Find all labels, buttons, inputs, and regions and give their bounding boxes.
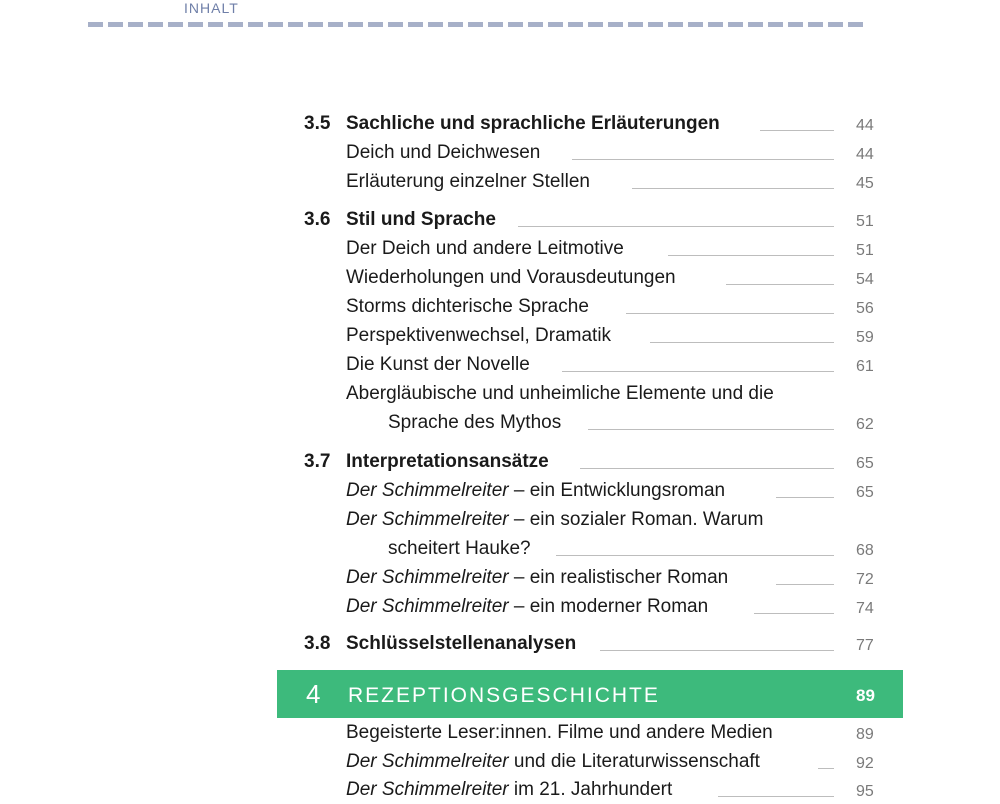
entry-title: Abergläubische und unheimliche Elemente und die bbox=[346, 383, 774, 404]
section-header-label: INHALT bbox=[184, 0, 239, 16]
entry-title-continued: Sprache des Mythos bbox=[388, 412, 562, 433]
entry-subtitle: – ein Entwicklungsroman bbox=[508, 480, 726, 501]
book-title-italic: Der Schimmelreiter bbox=[346, 751, 509, 772]
entry-title bbox=[346, 595, 708, 619]
page-number: 65 bbox=[856, 484, 874, 501]
leader-line bbox=[626, 313, 834, 314]
entry-title: Storms dichterische Sprache bbox=[346, 296, 589, 317]
entry-title bbox=[346, 778, 672, 802]
page-number: 51 bbox=[856, 213, 874, 230]
entry-title: Begeisterte Leser:innen. Filme und andere Medien bbox=[346, 722, 773, 743]
page-number: 89 bbox=[856, 726, 874, 743]
section-number: 3.5 bbox=[304, 113, 331, 134]
leader-line bbox=[632, 188, 834, 189]
section-number: 3.6 bbox=[304, 209, 331, 230]
leader-line bbox=[588, 429, 834, 430]
entry-title: Wiederholungen und Vorausdeutungen bbox=[346, 267, 676, 288]
leader-line bbox=[760, 130, 834, 131]
page-number: 68 bbox=[856, 542, 874, 559]
leader-line bbox=[668, 255, 834, 256]
leader-line bbox=[776, 497, 834, 498]
entry-title: Deich und Deichwesen bbox=[346, 142, 541, 163]
leader-line bbox=[600, 650, 834, 651]
page-number: 45 bbox=[856, 175, 874, 192]
page-number: 77 bbox=[856, 637, 874, 654]
section-number: 3.7 bbox=[304, 451, 331, 472]
entry-subtitle: – ein moderner Roman bbox=[508, 596, 709, 617]
book-title-italic: Der Schimmelreiter bbox=[346, 567, 509, 588]
leader-line bbox=[718, 796, 834, 797]
entry-subtitle: und die Literaturwissenschaft bbox=[508, 751, 760, 772]
entry-title-continued: scheitert Hauke? bbox=[388, 538, 531, 559]
page-number: 51 bbox=[856, 242, 874, 259]
entry-subtitle: im 21. Jahrhundert bbox=[508, 779, 673, 800]
leader-line bbox=[776, 584, 834, 585]
leader-line bbox=[580, 468, 834, 469]
book-title-italic: Der Schimmelreiter bbox=[346, 509, 509, 530]
section-number: 3.8 bbox=[304, 633, 331, 654]
book-title-italic: Der Schimmelreiter bbox=[346, 779, 509, 800]
leader-line bbox=[562, 371, 834, 372]
entry-subtitle: – ein sozialer Roman. Warum bbox=[508, 509, 764, 530]
section-title: Stil und Sprache bbox=[346, 209, 496, 230]
section-title: Interpretationsansätze bbox=[346, 451, 549, 472]
entry-title bbox=[346, 508, 763, 532]
page-number: 74 bbox=[856, 600, 874, 617]
leader-line bbox=[572, 159, 834, 160]
entry-title: Perspektivenwechsel, Dramatik bbox=[346, 325, 612, 346]
entry-subtitle: – ein realistischer Roman bbox=[508, 567, 729, 588]
page-number: 62 bbox=[856, 416, 874, 433]
chapter-title: REZEPTIONSGESCHICHTE bbox=[348, 684, 660, 707]
section-title: Schlüsselstellenanalysen bbox=[346, 633, 577, 654]
leader-line bbox=[556, 555, 834, 556]
page-number: 44 bbox=[856, 146, 874, 163]
leader-line bbox=[726, 284, 834, 285]
leader-line bbox=[754, 613, 834, 614]
page-number: 95 bbox=[856, 783, 874, 800]
entry-title: Die Kunst der Novelle bbox=[346, 354, 530, 375]
page-number: 54 bbox=[856, 271, 874, 288]
page-number: 59 bbox=[856, 329, 874, 346]
chapter-page-number: 89 bbox=[856, 686, 875, 705]
page-number: 56 bbox=[856, 300, 874, 317]
section-title: Sachliche und sprachliche Erläuterungen bbox=[346, 113, 720, 134]
entry-title bbox=[346, 750, 760, 774]
entry-title: Der Deich und andere Leitmotive bbox=[346, 238, 624, 259]
book-title-italic: Der Schimmelreiter bbox=[346, 596, 509, 617]
entry-title bbox=[346, 479, 725, 503]
page-number: 65 bbox=[856, 455, 874, 472]
entry-title: Erläuterung einzelner Stellen bbox=[346, 171, 590, 192]
entry-title bbox=[346, 566, 728, 590]
leader-line bbox=[818, 768, 834, 769]
book-title-italic: Der Schimmelreiter bbox=[346, 480, 509, 501]
page-number: 92 bbox=[856, 755, 874, 772]
page-number: 61 bbox=[856, 358, 874, 375]
leader-line bbox=[650, 342, 834, 343]
leader-line bbox=[518, 226, 834, 227]
chapter-number: 4 bbox=[306, 679, 321, 709]
page-number: 44 bbox=[856, 117, 874, 134]
page-number: 72 bbox=[856, 571, 874, 588]
